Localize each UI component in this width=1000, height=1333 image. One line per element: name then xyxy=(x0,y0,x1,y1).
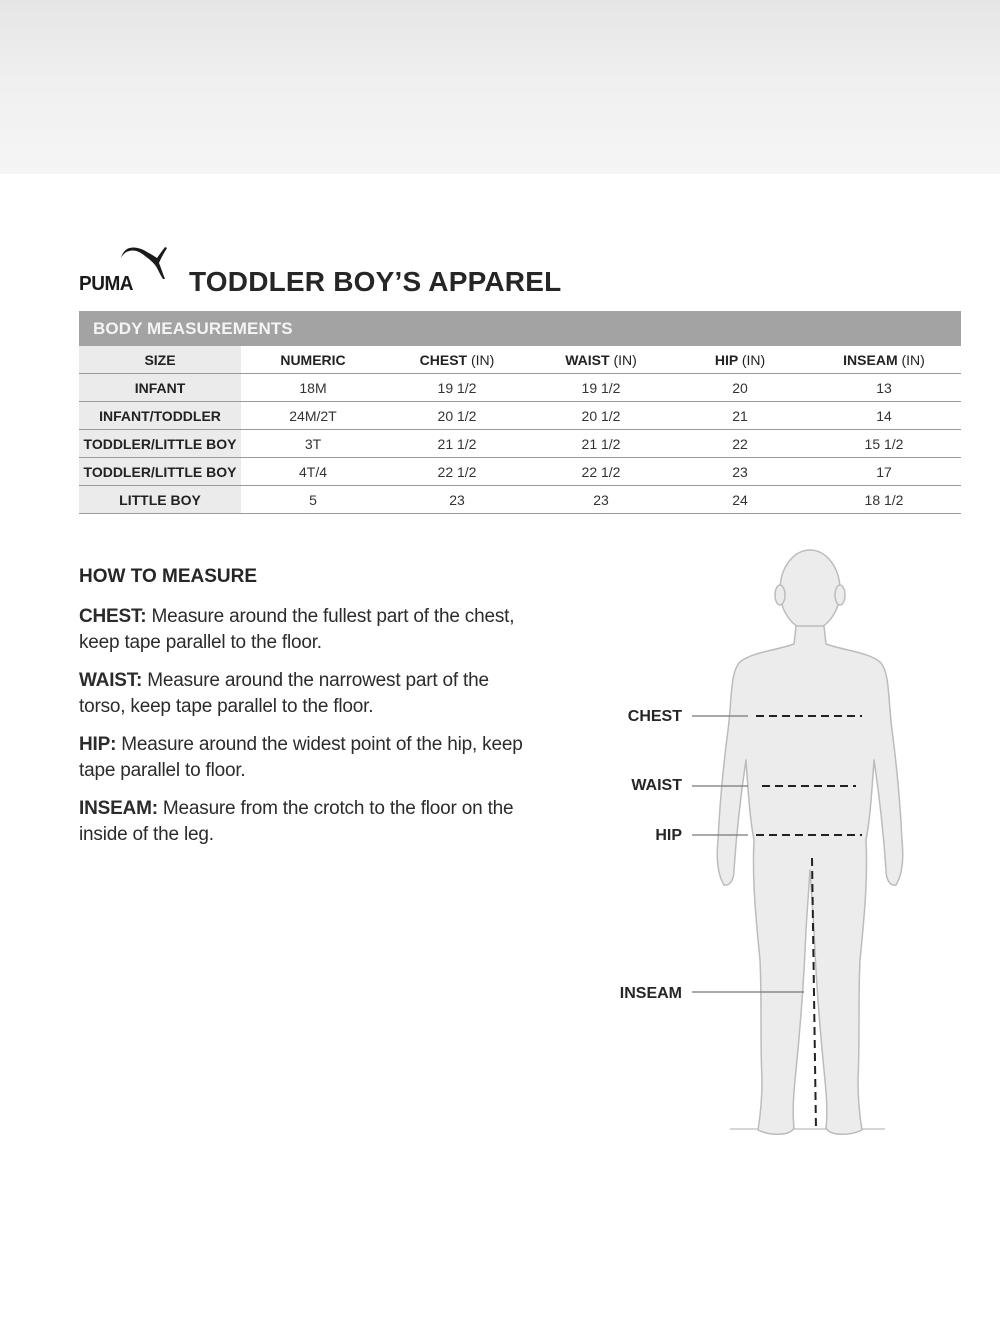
instruction-hip xyxy=(79,732,539,784)
brand-logo xyxy=(79,246,171,296)
instruction-text: Measure from the crotch to the floor on the inside of the leg. xyxy=(79,798,514,845)
cell-hip: 24 xyxy=(673,486,807,514)
instruction-label: CHEST: xyxy=(79,606,147,627)
cell-waist: 22 1/2 xyxy=(529,458,673,486)
col-header-numeric: NUMERIC xyxy=(241,346,385,374)
instruction-chest xyxy=(79,604,539,656)
instruction-text: Measure around the narrowest part of the torso, keep tape parallel to the floor. xyxy=(79,670,489,717)
cell-waist: 20 1/2 xyxy=(529,402,673,430)
table-row xyxy=(79,402,961,430)
cell-size: TODDLER/LITTLE BOY xyxy=(79,430,241,458)
top-background-band xyxy=(0,0,1000,174)
cell-chest: 22 1/2 xyxy=(385,458,529,486)
instruction-waist xyxy=(79,668,539,720)
cell-size: INFANT/TODDLER xyxy=(79,402,241,430)
how-to-measure-title: HOW TO MEASURE xyxy=(79,566,258,587)
cell-size: TODDLER/LITTLE BOY xyxy=(79,458,241,486)
cell-waist: 21 1/2 xyxy=(529,430,673,458)
cell-hip: 23 xyxy=(673,458,807,486)
instruction-inseam xyxy=(79,796,539,848)
cell-size: LITTLE BOY xyxy=(79,486,241,514)
cell-hip: 20 xyxy=(673,374,807,402)
cell-numeric: 3T xyxy=(241,430,385,458)
col-header-chest: CHEST (IN) xyxy=(385,346,529,374)
cell-numeric: 4T/4 xyxy=(241,458,385,486)
cell-inseam: 13 xyxy=(807,374,961,402)
instruction-label: HIP: xyxy=(79,734,117,755)
table-row xyxy=(79,486,961,514)
cell-waist: 19 1/2 xyxy=(529,374,673,402)
col-header-size: SIZE xyxy=(79,346,241,374)
cell-waist: 23 xyxy=(529,486,673,514)
cell-size: INFANT xyxy=(79,374,241,402)
instruction-label: WAIST: xyxy=(79,670,143,691)
cell-inseam: 15 1/2 xyxy=(807,430,961,458)
instruction-label: INSEAM: xyxy=(79,798,158,819)
page-title: TODDLER BOY’S APPAREL xyxy=(189,266,562,297)
cell-numeric: 24M/2T xyxy=(241,402,385,430)
col-header-hip: HIP (IN) xyxy=(673,346,807,374)
cell-chest: 20 1/2 xyxy=(385,402,529,430)
how-to-measure-section xyxy=(79,566,539,860)
body-measurement-figure xyxy=(600,540,1000,1160)
figure-label-inseam: INSEAM xyxy=(619,985,682,1002)
section-title-bar: BODY MEASUREMENTS xyxy=(79,311,961,346)
size-table-section xyxy=(79,311,961,514)
table-row xyxy=(79,374,961,402)
instruction-text: Measure around the widest point of the hip, keep tape parallel to floor. xyxy=(79,734,523,781)
cell-inseam: 14 xyxy=(807,402,961,430)
brand-wordmark: PUMA xyxy=(79,273,134,295)
figure-label-hip: HIP xyxy=(655,827,682,844)
instruction-text: Measure around the fullest part of the chest, keep tape parallel to the floor. xyxy=(79,606,515,653)
table-row xyxy=(79,430,961,458)
cell-inseam: 17 xyxy=(807,458,961,486)
cell-numeric: 18M xyxy=(241,374,385,402)
table-header-row xyxy=(79,346,961,374)
cell-chest: 23 xyxy=(385,486,529,514)
col-header-waist: WAIST (IN) xyxy=(529,346,673,374)
figure-label-waist: WAIST xyxy=(631,777,682,794)
cell-hip: 22 xyxy=(673,430,807,458)
figure-label-chest: CHEST xyxy=(627,708,682,725)
table-row xyxy=(79,458,961,486)
cell-inseam: 18 1/2 xyxy=(807,486,961,514)
col-header-inseam: INSEAM (IN) xyxy=(807,346,961,374)
cell-hip: 21 xyxy=(673,402,807,430)
cell-chest: 19 1/2 xyxy=(385,374,529,402)
human-body-illustration xyxy=(600,540,1000,1160)
cell-numeric: 5 xyxy=(241,486,385,514)
chart-header xyxy=(79,246,979,296)
size-table xyxy=(79,346,961,514)
cell-chest: 21 1/2 xyxy=(385,430,529,458)
